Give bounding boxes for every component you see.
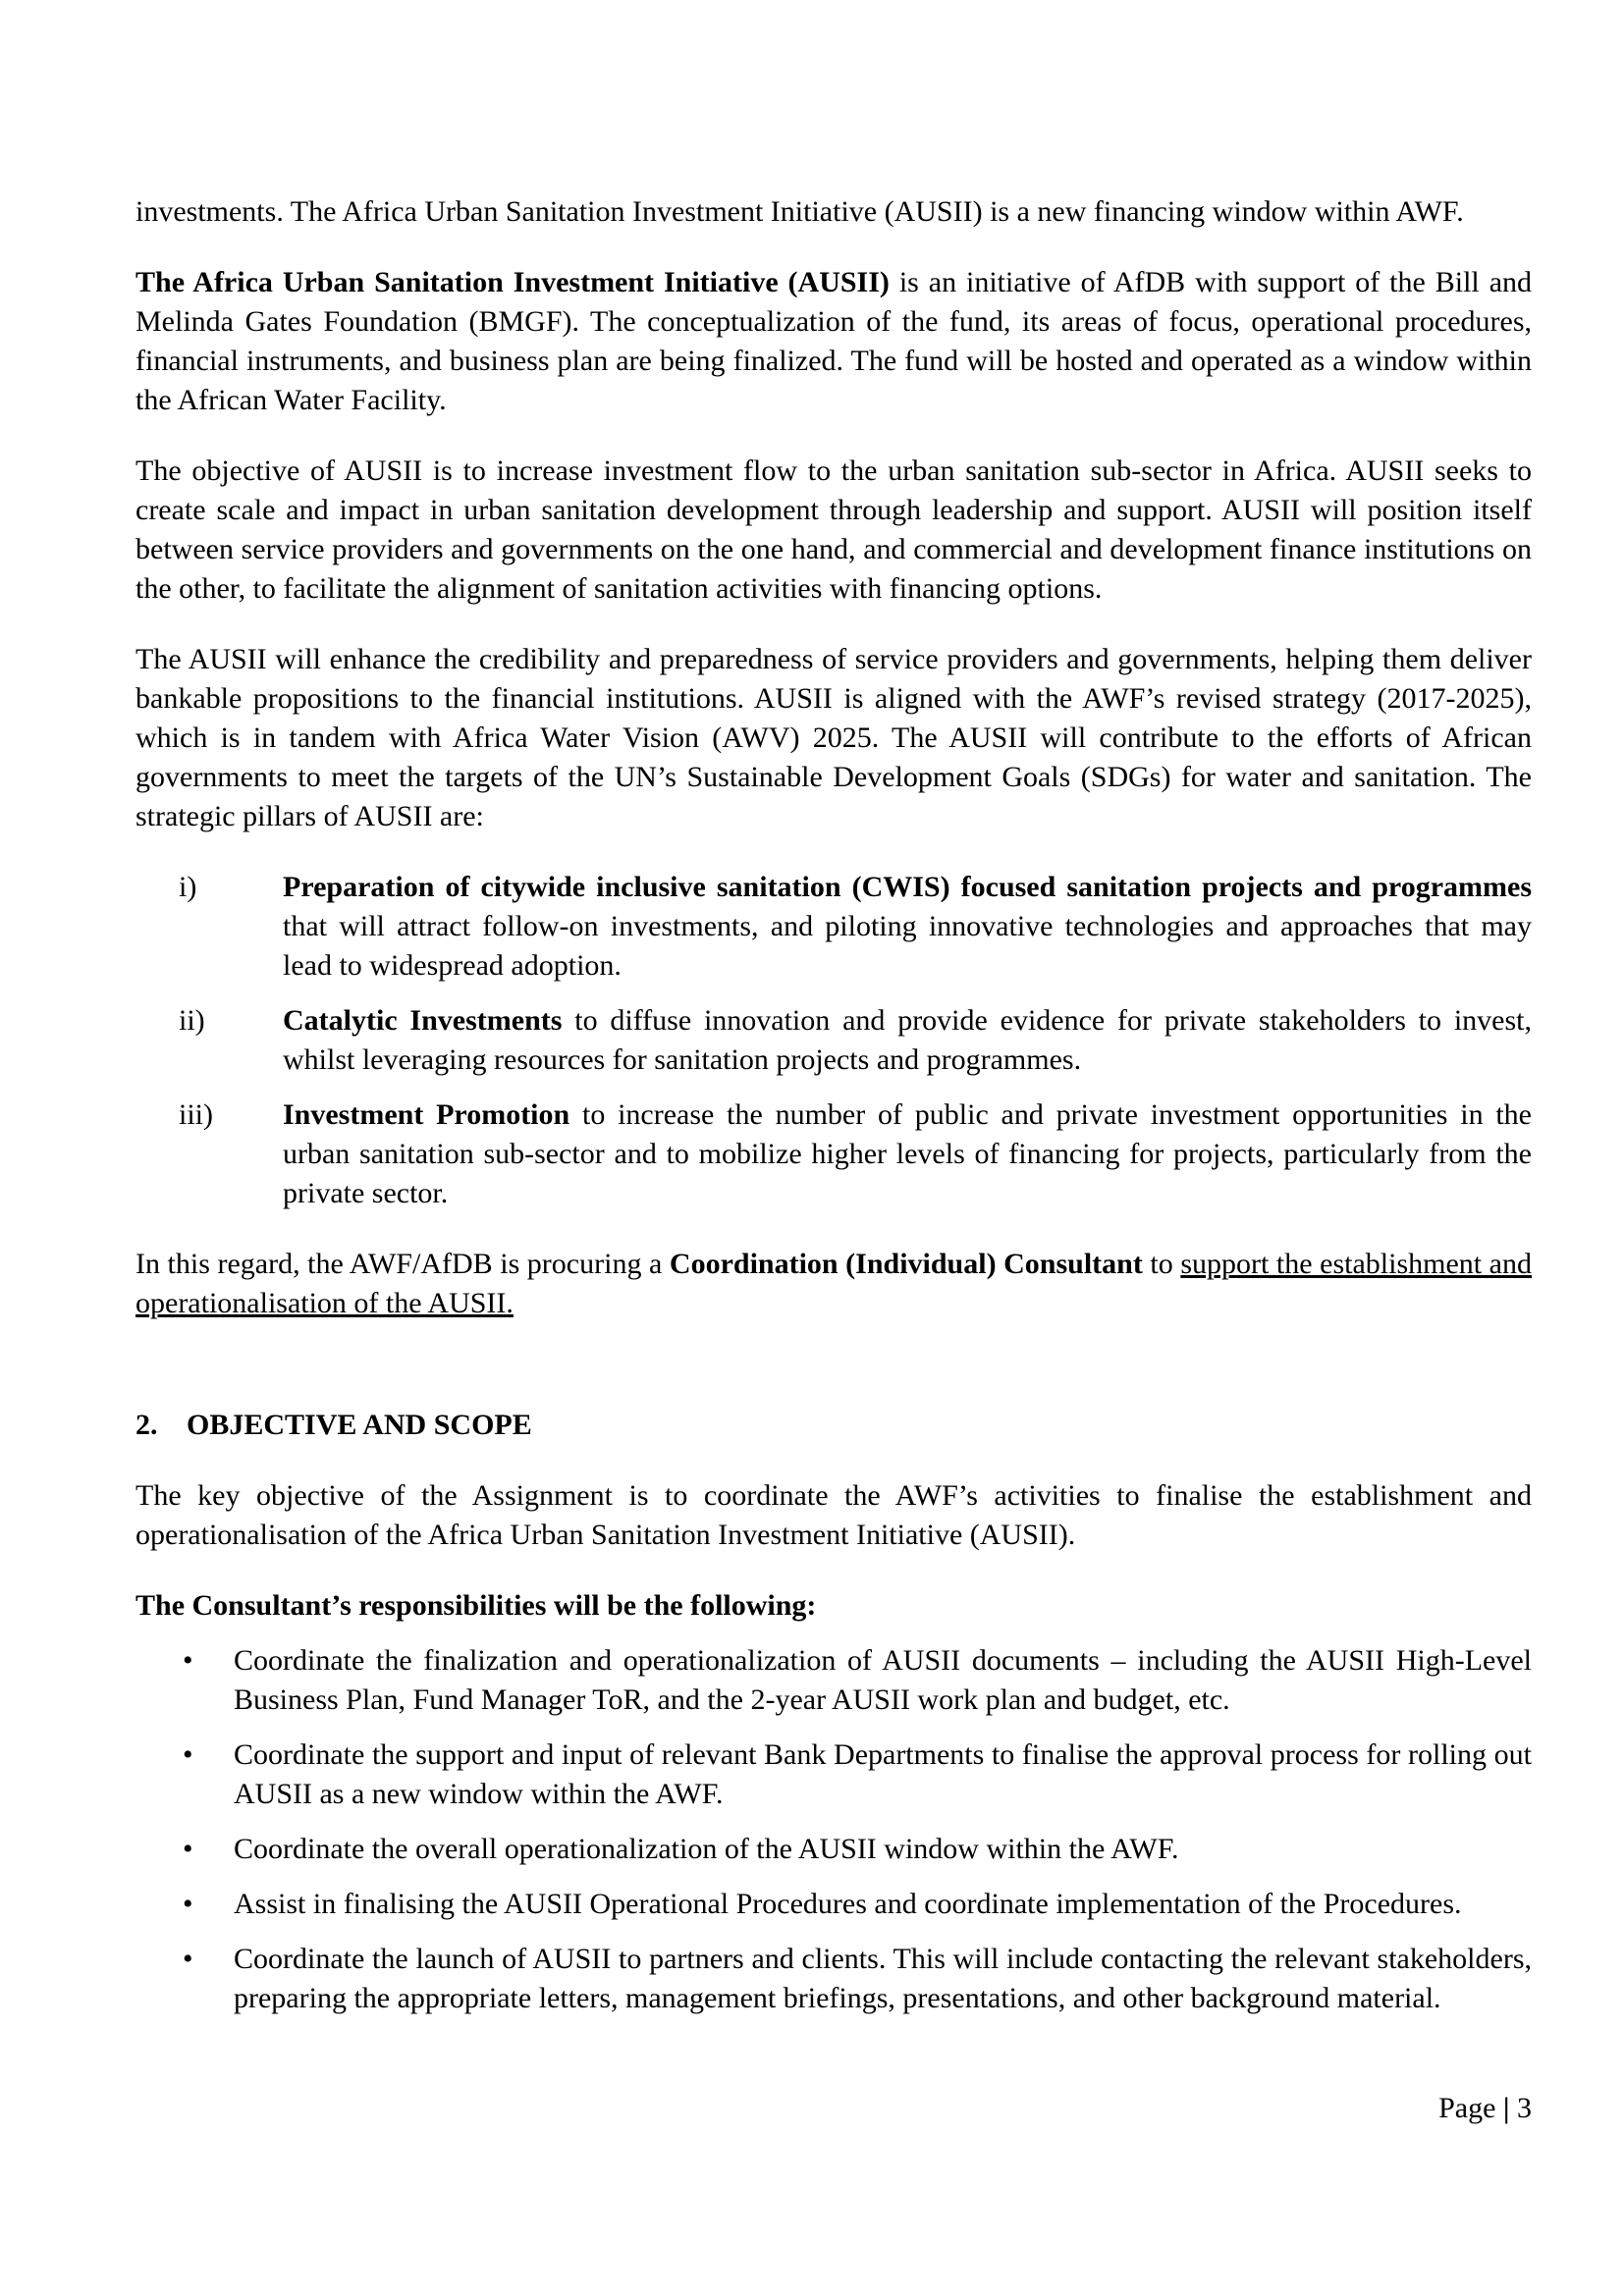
- section-number: 2.: [135, 1409, 158, 1441]
- responsibility-text: Coordinate the finalization and operationalization of AUSII documents – including the AUSII High-Level Business Plan, Fund Manager ToR, and the 2-year AUSII work plan and budget, etc.: [234, 1644, 1532, 1716]
- pillar-title: Catalytic Investments: [283, 1004, 563, 1037]
- responsibility-item: [135, 1641, 1532, 1720]
- responsibilities-heading-text: The Consultant’s responsibilities will be the following:: [135, 1589, 817, 1622]
- procurement-purpose-underlined: support the establishment and operationalisation of the AUSII.: [135, 1248, 1532, 1319]
- strategic-pillars-list: [135, 868, 1532, 1213]
- ausii-intro-paragraph: [135, 263, 1532, 420]
- bullet-icon: •: [183, 1833, 193, 1865]
- bullet-icon: •: [183, 1943, 193, 1975]
- page-footer: [1438, 2089, 1532, 2128]
- document-page: [135, 192, 1532, 2034]
- pillar-number: iii): [179, 1098, 213, 1131]
- responsibility-text: Coordinate the support and input of relevant Bank Departments to finalise the approval process for rolling out AUSII as a new window within the AWF.: [234, 1738, 1532, 1810]
- pillar-number: ii): [179, 1004, 205, 1037]
- consultant-title-bold: Coordination (Individual) Consultant: [669, 1248, 1143, 1280]
- responsibilities-list: [135, 1641, 1532, 2018]
- responsibility-text: Coordinate the overall operationalization of the AUSII window within the AWF.: [234, 1833, 1179, 1865]
- responsibility-item: [135, 1940, 1532, 2018]
- responsibility-text: Coordinate the launch of AUSII to partners and clients. This will include contacting the relevant stakeholders, preparing the appropriate letters, management briefings, presentations, and other background material.: [234, 1943, 1532, 2014]
- pillar-number: i): [179, 871, 197, 903]
- intro-paragraph-1: investments. The Africa Urban Sanitation Investment Initiative (AUSII) is a new financing window within AWF.: [135, 195, 1464, 228]
- assignment-objective-paragraph: The key objective of the Assignment is to coordinate the AWF’s activities to finalise the establishment and operationalisation of the Africa Urban Sanitation Investment Initiative (AUSII).: [135, 1479, 1532, 1551]
- pillar-title: Investment Promotion: [283, 1098, 570, 1131]
- ausii-intro-text: is an initiative of AfDB with support of the Bill and Melinda Gates Foundation (BMGF). The conceptualization of the fund, its areas of focus, operational procedures, financial instruments, and business plan are being finalized. The fund will be hosted and operated as a window within the African Water Facility.: [135, 266, 1533, 416]
- pillar-text: to increase the number of public and private investment opportunities in the urban sanitation sub-sector and to mobilize higher levels of financing for projects, particularly from the private sector.: [283, 1098, 1532, 1209]
- responsibility-item: [135, 1830, 1532, 1869]
- responsibility-item: [135, 1735, 1532, 1814]
- page-number: 3: [1517, 2092, 1532, 2124]
- bullet-icon: •: [183, 1888, 193, 1920]
- responsibility-text: Assist in finalising the AUSII Operational Procedures and coordinate implementation of the Procedures.: [234, 1888, 1462, 1920]
- procurement-text-pre: In this regard, the AWF/AfDB is procuring a: [135, 1248, 670, 1280]
- ausii-name-bold: The Africa Urban Sanitation Investment Initiative (AUSII): [135, 266, 890, 298]
- page-label: Page: [1438, 2092, 1496, 2124]
- pillar-text: to diffuse innovation and provide evidence for private stakeholders to invest, whilst leveraging resources for sanitation projects and programmes.: [283, 1004, 1532, 1076]
- pillar-item: [135, 868, 1532, 986]
- pillar-item: [135, 1095, 1532, 1213]
- responsibility-item: [135, 1885, 1532, 1924]
- bullet-icon: •: [183, 1644, 193, 1677]
- objective-paragraph: The objective of AUSII is to increase investment flow to the urban sanitation sub-sector in Africa. AUSII seeks to create scale and impact in urban sanitation development through leadership and support. AUSII will position itself between service providers and governments on the one hand, and commercial and development finance institutions on the other, to facilitate the alignment of sanitation activities with financing options.: [135, 454, 1532, 605]
- procurement-paragraph: [135, 1245, 1532, 1323]
- pillar-text: that will attract follow-on investments, and piloting innovative technologies and approaches that may lead to widespread adoption.: [283, 910, 1532, 982]
- section-heading-objective-scope: [135, 1406, 1532, 1445]
- responsibilities-heading: [135, 1586, 1532, 1626]
- page-separator: |: [1502, 2092, 1510, 2124]
- procurement-text-mid: to: [1142, 1248, 1181, 1280]
- credibility-paragraph: The AUSII will enhance the credibility and preparedness of service providers and governments, helping them deliver bankable propositions to the financial institutions. AUSII is aligned with the AWF’s revised strategy (2017-2025), which is in tandem with Africa Water Vision (AWV) 2025. The AUSII will contribute to the efforts of African governments to meet the targets of the UN’s Sustainable Development Goals (SDGs) for water and sanitation. The strategic pillars of AUSII are:: [135, 643, 1532, 832]
- section-title: OBJECTIVE AND SCOPE: [187, 1409, 532, 1441]
- bullet-icon: •: [183, 1738, 193, 1771]
- pillar-title: Preparation of citywide inclusive sanitation (CWIS) focused sanitation projects and programmes: [283, 871, 1532, 903]
- pillar-item: [135, 1001, 1532, 1080]
